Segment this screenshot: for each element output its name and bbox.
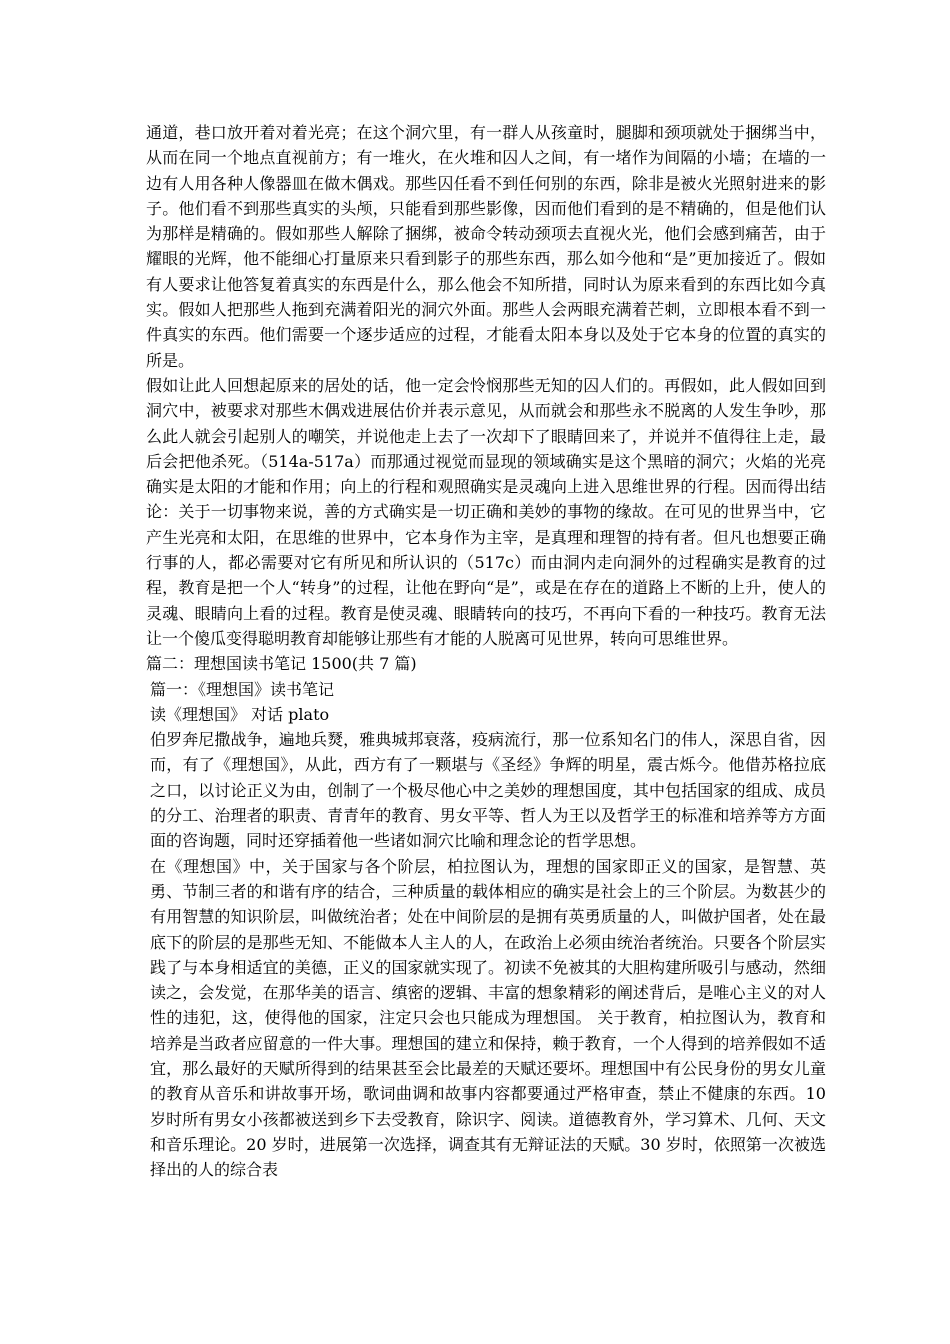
- subtitle-line: 读《理想国》 对话 plato: [150, 704, 330, 724]
- paragraph-introduction: 伯罗奔尼撒战争，遍地兵燹，雅典城邦衰落，疫病流行，那一位系知名门的伟人，深思自省，因而，有了《理想国》，从此，西方有了一颗堪与《圣经》争辉的明星，震古烁今。他借苏格拉底之口，以讨论正义为由，创制了一个极尽他心中之美妙的理想国度，其中包括国家的组成、成员的分工、治理者的职责、青青年的教育、男女平等、哲人为王以及哲学王的标准和培养等方方面面的咨询题，同时还穿插着他一些诸如洞穴比喻和理念论的哲学思想。: [150, 730, 826, 851]
- section-heading: 篇二：理想国读书笔记 1500(共 7 篇): [146, 654, 417, 674]
- paragraph-cave-allegory: 通道，巷口放开着对着光亮；在这个洞穴里，有一群人从孩童时，腿脚和颈项就处于捆绑当中，从而在同一个地点直视前方；有一堆火，在火堆和囚人之间，有一堵作为间隔的小墙；在墙的一边有人用各种人像器皿在做木偶戏。那些囚任看不到任何别的东西，除非是被火光照射进来的影子。他们看不到那些真实的头颅，只能看到那些影像，因而他们看到的是不精确的，但是他们认为那样是精确的。假如那些人解除了捆绑，被命令转动颈项去直视火光，他们会感到痛苦，由于耀眼的光辉，他不能细心打量原来只看到影子的那些东西，那么如今他和“是”更加接近了。假如有人要求让他答复着真实的东西是什么，那么他会不知所措，同时认为原来看到的东西比如今真实。假如人把那些人拖到充满着阳光的洞穴外面。那些人会两眼充满着芒刺，立即根本看不到一件真实的东西。他们需要一个逐步适应的过程，才能看太阳本身以及处于它本身的位置的真实的所是。: [146, 123, 826, 370]
- document-page: [146, 120, 826, 1182]
- subsection-heading: 篇一：《理想国》读书笔记: [150, 679, 335, 699]
- paragraph-state-and-education: 在《理想国》中，关于国家与各个阶层，柏拉图认为，理想的国家即正义的国家，是智慧、英勇、节制三者的和谐有序的结合，三种质量的载体相应的确实是社会上的三个阶层。为数甚少的有用智慧的知识阶层，叫做统治者；处在中间阶层的是拥有英勇质量的人，叫做护国者，处在最底下的阶层的是那些无知、不能做本人主人的人，在政治上必须由统治者统治。只要各个阶层实践了与本身相适宜的美德，正义的国家就实现了。初读不免被其的大胆构建所吸引与感动，然细读之，会发觉，在那华美的语言、缜密的逻辑、丰富的想象精彩的阐述背后，是唯心主义的对人性的违犯，这，使得他的国家，注定只会也只能成为理想国。 关于教育，柏拉图认为，教育和培养是当政者应留意的一件大事。理想国的建立和保持，赖于教育，一个人得到的培养假如不适宜，那么最好的天赋所得到的结果甚至会比最差的天赋还要坏。理想国中有公民身份的男女儿童的教育从音乐和讲故事开场，歌词曲调和故事内容都要通过严格审查，禁止不健康的东西。10 岁时所有男女小孩都被送到乡下去受教育，除识字、阅读。道德教育外，学习算术、几何、天文和音乐理论。20 岁时，进展第一次选择，调查其有无辩证法的天赋。30 岁时，依照第一次被选择出的人的综合表: [150, 856, 826, 1180]
- paragraph-cave-return: 假如让此人回想起原来的居处的话，他一定会怜悯那些无知的囚人们的。再假如，此人假如回到洞穴中，被要求对那些木偶戏进展估价并表示意见，从而就会和那些永不脱离的人发生争吵，那么此人就会引起别人的嘲笑，并说他走上去了一次却下了眼睛回来了，并说并不值得往上走，最后会把他杀死。（514a-517a）而那通过视觉而显现的领域确实是这个黑暗的洞穴；火焰的光亮确实是太阳的才能和作用；向上的行程和观照确实是灵魂向上进入思维世界的行程。因而得出结论：关于一切事物来说，善的方式确实是一切正确和美妙的事物的缘故。在可见的世界当中，它产生光亮和太阳，在思维的世界中，它本身作为主宰，是真理和理智的持有者。但凡也想要正确行事的人，都必需要对它有所见和所认识的（517c）而由洞内走向洞外的过程确实是教育的过程，教育是把一个人“转身”的过程，让他在野向“是”，或是在存在的道路上不断的上升，使人的灵魂、眼睛向上看的过程。教育是使灵魂、眼睛转向的技巧，不再向下看的一种技巧。教育无法让一个傻瓜变得聪明教育却能够让那些有才能的人脱离可见世界，转向可思维世界。: [146, 375, 826, 648]
